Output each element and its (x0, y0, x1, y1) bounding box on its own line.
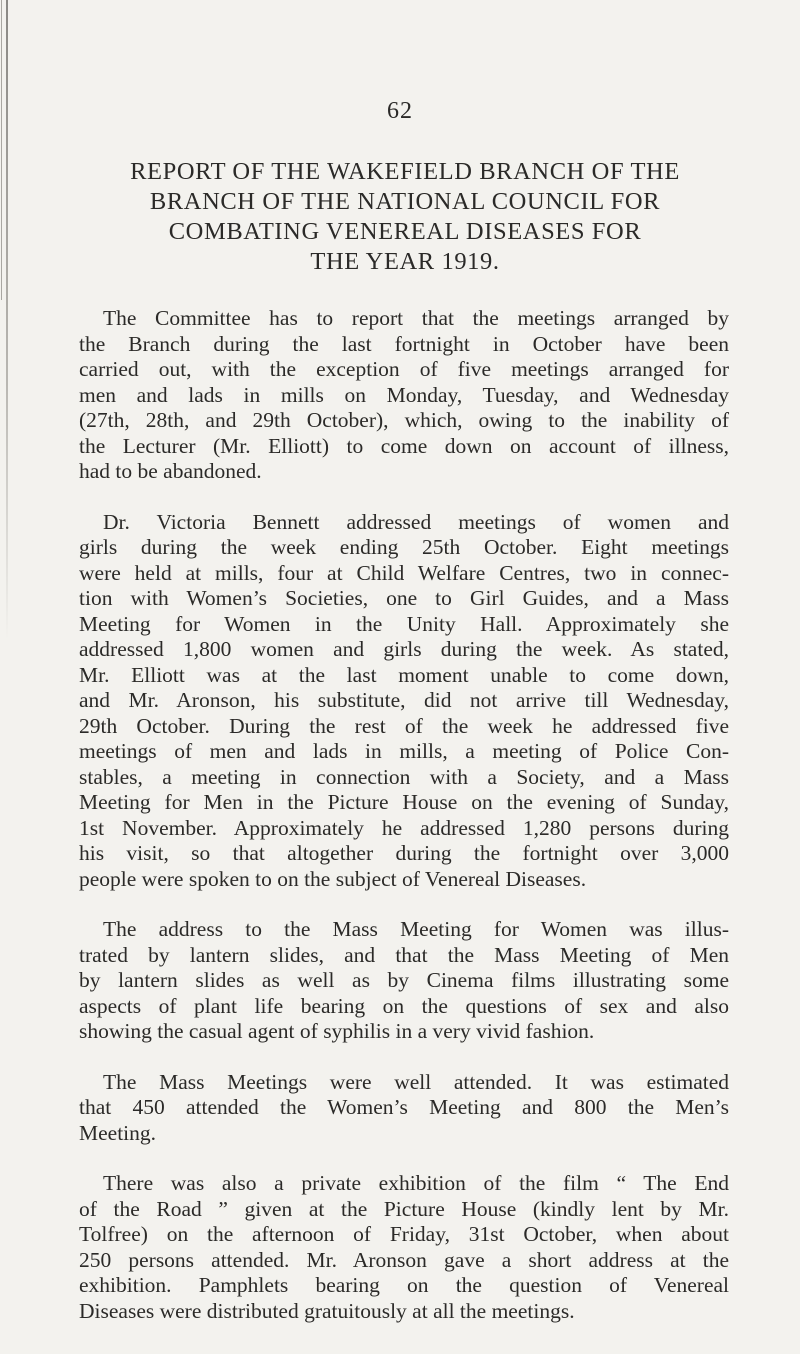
text-line: exhibition. Pamphlets bearing on the question of Venereal (79, 1273, 729, 1297)
text-line: The Committee has to report that the meetings arranged by (103, 306, 729, 330)
text-line: girls during the week ending 25th October. Eight meetings (79, 535, 729, 559)
text-line: There was also a private exhibition of the film “ The End (103, 1171, 729, 1195)
text-line: Tolfree) on the afternoon of Friday, 31st October, when about (79, 1222, 729, 1246)
page-edge-shadow (1, 0, 2, 300)
text-line: 250 persons attended. Mr. Aronson gave a short address at the (79, 1247, 729, 1272)
text-line: 1st November. Approximately he addressed 1,280 persons during (79, 815, 729, 840)
title-line: THE YEAR 1919. (310, 248, 500, 275)
report-title (80, 157, 730, 277)
page-number: 62 (387, 98, 413, 124)
text-line: Diseases were distributed gratuitously at all the meetings. (79, 1298, 575, 1323)
text-line: carried out, with the exception of five meetings arranged for (79, 357, 729, 381)
text-line: his visit, so that altogether during the fortnight over 3,000 (79, 841, 729, 865)
text-line: that 450 attended the Women’s Meeting and 800 the Men’s (79, 1095, 729, 1119)
text-line: and Mr. Aronson, his substitute, did not arrive till Wednesday, (79, 688, 729, 712)
text-line: Meeting for Women in the Unity Hall. Approximately she (79, 611, 729, 636)
text-line: aspects of plant life bearing on the questions of sex and also (79, 993, 729, 1018)
text-line: Meeting. (79, 1120, 157, 1145)
text-line: Meeting for Men in the Picture House on the evening of Sunday, (79, 790, 729, 814)
paragraph (79, 917, 729, 1045)
text-line: the Branch during the last fortnight in October have been (79, 331, 729, 356)
text-line: people were spoken to on the subject of Venereal Diseases. (79, 866, 587, 891)
text-line: trated by lantern slides, and that the Mass Meeting of Men (79, 942, 729, 967)
text-line: were held at mills, four at Child Welfare Centres, two in connec- (79, 560, 729, 585)
report-body (79, 306, 729, 1349)
text-line: the Lecturer (Mr. Elliott) to come down on account of illness, (79, 433, 729, 458)
paragraph (79, 510, 729, 893)
paragraph (79, 1171, 729, 1324)
text-line: had to be abandoned. (79, 459, 262, 483)
text-line: men and lads in mills on Monday, Tuesday, and Wednesday (79, 382, 729, 407)
text-line: by lantern slides as well as by Cinema films illustrating some (79, 968, 729, 992)
text-line: addressed 1,800 women and girls during the week. As stated, (79, 637, 729, 661)
text-line: (27th, 28th, and 29th October), which, owing to the inability of (79, 408, 729, 432)
paragraph (79, 1070, 729, 1147)
title-line: REPORT OF THE WAKEFIELD BRANCH OF THE (130, 158, 680, 185)
text-line: stables, a meeting in connection with a Society, and a Mass (79, 764, 729, 789)
page-binding-edge (6, 0, 8, 640)
paragraph (79, 306, 729, 485)
text-line: meetings of men and lads in mills, a meeting of Police Con- (79, 739, 729, 763)
text-line: showing the casual agent of syphilis in a very vivid fashion. (79, 1019, 595, 1043)
text-line: 29th October. During the rest of the week he addressed five (79, 713, 729, 738)
text-line: Dr. Victoria Bennett addressed meetings of women and (103, 509, 729, 534)
text-line: The address to the Mass Meeting for Women was illus- (103, 917, 729, 941)
title-line: COMBATING VENEREAL DISEASES FOR (168, 218, 642, 245)
text-line: of the Road ” given at the Picture House (kindly lent by Mr. (79, 1196, 729, 1221)
title-line: BRANCH OF THE NATIONAL COUNCIL FOR (149, 188, 661, 215)
text-line: Mr. Elliott was at the last moment unable to come down, (79, 662, 729, 687)
text-line: The Mass Meetings were well attended. It was estimated (103, 1069, 729, 1094)
text-line: tion with Women’s Societies, one to Girl Guides, and a Mass (79, 586, 729, 610)
